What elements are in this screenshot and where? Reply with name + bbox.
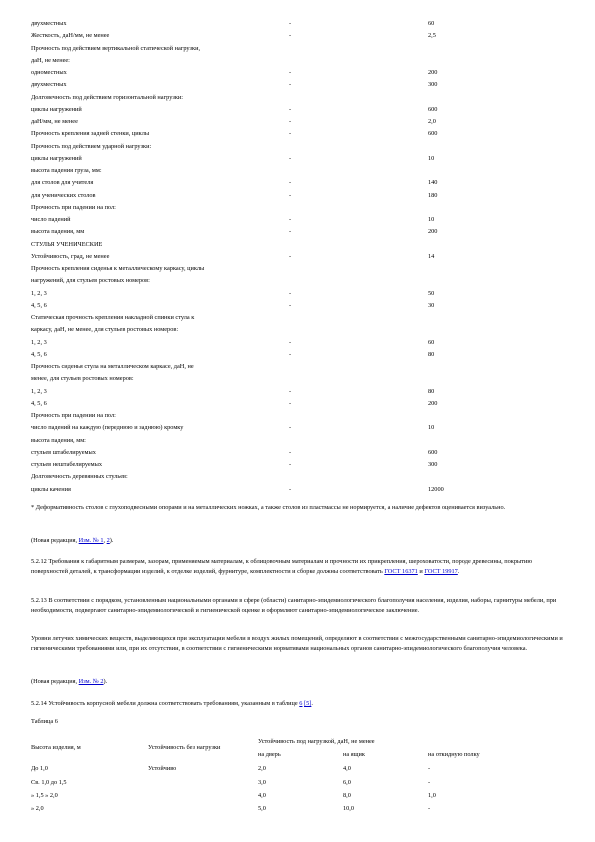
spec-name: Статическая прочность крепления накладной спинки стула к bbox=[31, 314, 195, 321]
footnote: * Деформативность столов с глухоподвесными опорами и на металлических ножках, а также столов из пластмассы не нормируется, а наличие дефектов оценивается визуально. bbox=[31, 504, 506, 511]
edition-note-1 bbox=[31, 536, 566, 546]
spec-dash: - bbox=[289, 228, 292, 236]
spec-name: Жесткость, даН/мм, не менее bbox=[31, 32, 110, 40]
spec-name: стульев штабелируемых bbox=[31, 448, 96, 456]
spec-value: 180 bbox=[428, 191, 438, 199]
amendment-link-3[interactable]: Изм. № 2 bbox=[78, 678, 104, 685]
spec-name: Прочность сиденья стула на металлическом каркасе, даН, не bbox=[31, 363, 194, 370]
edition-note-close: ). bbox=[109, 537, 114, 544]
spec-value: 10 bbox=[428, 154, 435, 162]
header-no-load: Устойчивость без нагрузки bbox=[148, 744, 221, 751]
cell-drawer: 4,0 bbox=[343, 765, 351, 772]
spec-name: Долговечность под действием горизонтальной нагрузки: bbox=[31, 93, 184, 101]
spec-dash: - bbox=[289, 301, 292, 309]
paragraph-5-2-14-text: 5.2.14 Устойчивость корпусной мебели должна соответствовать требованиям, указанным в таблице bbox=[31, 700, 300, 707]
paragraph-5-2-12-and: и bbox=[417, 567, 425, 575]
spec-value: 2,0 bbox=[428, 118, 436, 125]
paragraph-5-2-12-text: 5.2.12 Требования к габаритным размерам, зазорам, применяемым материалам, к облицовочным материалам и прочности их прикрепления, шероховатости, породе древесины, покрытию поверхностей деталей, к трансформации изделий, к отделке изделий, фурнитуре, комплектности и сборке должны соответствовать bbox=[31, 558, 533, 575]
spec-value: 12000 bbox=[428, 485, 444, 493]
cell-no-load: Устойчиво bbox=[148, 765, 177, 772]
spec-value: 300 bbox=[428, 81, 438, 89]
spec-name: число падений bbox=[31, 216, 71, 223]
spec-name: Долговечность деревянных стульев: bbox=[31, 473, 128, 481]
cell-shelf: 1,0 bbox=[428, 792, 436, 799]
header-shelf: на откидную полку bbox=[428, 751, 480, 758]
paragraph-5-2-14-end: . bbox=[311, 700, 313, 707]
spec-name: 4, 5, 6 bbox=[31, 350, 47, 358]
edition-note-sep: , bbox=[103, 537, 107, 544]
spec-dash: - bbox=[289, 399, 292, 407]
paragraph-5-2-12-end: . bbox=[457, 567, 460, 575]
edition-note-2 bbox=[31, 677, 566, 687]
cell-height: » 1,5 » 2,0 bbox=[31, 792, 58, 799]
cell-door: 3,0 bbox=[258, 779, 266, 786]
spec-value: 10 bbox=[428, 216, 435, 223]
reference-5-link[interactable]: [5] bbox=[304, 700, 312, 707]
spec-name: 4, 5, 6 bbox=[31, 301, 47, 309]
spec-name: 1, 2, 3 bbox=[31, 387, 47, 395]
spec-value: 600 bbox=[428, 105, 438, 113]
cell-height: Св. 1,0 до 1,5 bbox=[31, 779, 67, 786]
spec-dash: - bbox=[289, 289, 292, 297]
spec-name: для ученических столов bbox=[31, 191, 96, 199]
spec-dash: - bbox=[289, 448, 292, 456]
spec-value: 2,5 bbox=[428, 32, 436, 40]
header-under-load: Устойчивость под нагрузкой, даН, не менее bbox=[258, 738, 375, 745]
spec-name: даН/мм, не менее bbox=[31, 118, 78, 125]
cell-drawer: 8,0 bbox=[343, 792, 351, 799]
spec-dash: - bbox=[289, 130, 292, 138]
spec-value: 80 bbox=[428, 350, 435, 358]
spec-name: СТУЛЬЯ УЧЕНИЧЕСКИЕ bbox=[31, 240, 103, 248]
spec-name: высота падения груза, мм: bbox=[31, 167, 102, 174]
spec-name: число падений на каждую (переднюю и заднюю) кромку bbox=[31, 424, 184, 432]
paragraph-5-2-13: 5.2.13 В соответствии с порядком, установленным национальными органами в сфере (области) санитарно-эпидемиологического благополучия населения, изделия, наборы, гарнитуры мебели, при необходимости, подвергают санитарно-эпидемиологической и гигиенической оценке и оформляют санитарно-эпидемиологическое заключение. bbox=[31, 597, 557, 614]
spec-value: 14 bbox=[428, 252, 435, 260]
spec-dash: - bbox=[289, 191, 292, 199]
edition-note-close: ). bbox=[103, 678, 108, 685]
spec-name: 1, 2, 3 bbox=[31, 289, 47, 297]
table-6-link[interactable]: 6 bbox=[299, 700, 303, 707]
header-drawer: на ящик bbox=[343, 751, 365, 758]
edition-note-open: (Новая редакция, bbox=[31, 678, 79, 685]
spec-name: Прочность крепления сиденья к металлическому каркасу, циклы bbox=[31, 265, 205, 272]
spec-dash: - bbox=[289, 154, 292, 162]
spec-dash: - bbox=[289, 105, 292, 113]
amendment-link-1[interactable]: Изм. № 1 bbox=[78, 537, 104, 544]
spec-name: Прочность крепления задней стенки, циклы bbox=[31, 130, 150, 138]
paragraph-5-2-14 bbox=[31, 699, 566, 709]
cell-height: До 1,0 bbox=[31, 765, 48, 772]
spec-value: 30 bbox=[428, 301, 435, 309]
spec-value: 60 bbox=[428, 20, 435, 27]
cell-door: 4,0 bbox=[258, 792, 266, 799]
spec-value: 50 bbox=[428, 289, 435, 297]
spec-name: Прочность при падении на пол: bbox=[31, 203, 116, 211]
paragraph-chemical-levels: Уровни летучих химических веществ, выделяющихся при эксплуатации мебели в воздух жилых помещений, определяют в соответствии с межгосударственными санитарно-эпидемиологическими и гигиеническими требованиями или, при их отсутствии, в соответствии с гигиеническими нормативами национальных органов санитарно-эпидемиологического благополучия человека. bbox=[31, 635, 563, 652]
spec-dash: - bbox=[289, 424, 292, 432]
spec-name: даН, не менее: bbox=[31, 56, 70, 64]
spec-name: Прочность под действием ударной нагрузки: bbox=[31, 142, 152, 150]
spec-value: 300 bbox=[428, 461, 438, 468]
spec-dash: - bbox=[289, 81, 292, 89]
spec-name: Прочность под действием вертикальной статической нагрузки, bbox=[31, 44, 201, 52]
spec-name: Прочность при падении на пол: bbox=[31, 412, 116, 419]
spec-dash: - bbox=[289, 338, 292, 346]
spec-dash: - bbox=[289, 179, 292, 187]
cell-door: 2,0 bbox=[258, 765, 266, 772]
spec-name: 4, 5, 6 bbox=[31, 399, 47, 407]
spec-name: двухместных bbox=[31, 20, 67, 27]
spec-dash: - bbox=[289, 118, 292, 125]
edition-note-open: (Новая редакция, bbox=[31, 537, 79, 544]
header-door: на дверь bbox=[258, 751, 281, 758]
spec-dash: - bbox=[289, 387, 292, 395]
cell-height: » 2,0 bbox=[31, 805, 44, 812]
spec-dash: - bbox=[289, 216, 292, 223]
cell-shelf: - bbox=[428, 779, 431, 786]
spec-value: 200 bbox=[428, 399, 438, 407]
spec-value: 140 bbox=[428, 179, 438, 187]
cell-door: 5,0 bbox=[258, 805, 266, 812]
amendment-link-2[interactable]: 2 bbox=[106, 537, 110, 544]
spec-name: циклы качения bbox=[31, 485, 71, 493]
spec-name: высота падения, мм: bbox=[31, 436, 86, 444]
spec-dash: - bbox=[289, 485, 292, 493]
spec-value: 80 bbox=[428, 387, 435, 395]
spec-dash: - bbox=[289, 461, 292, 468]
spec-name: двухместных bbox=[31, 81, 67, 89]
spec-name: для столов для учителя bbox=[31, 179, 94, 187]
spec-name: Устойчивость, град, не менее bbox=[31, 252, 110, 260]
gost-19917-link[interactable]: ГОСТ 19917 bbox=[424, 567, 458, 575]
spec-name: циклы нагружений bbox=[31, 154, 82, 162]
spec-dash: - bbox=[289, 20, 292, 27]
spec-dash: - bbox=[289, 69, 292, 76]
cell-shelf: - bbox=[428, 805, 431, 812]
spec-dash: - bbox=[289, 252, 292, 260]
cell-drawer: 6,0 bbox=[343, 779, 351, 786]
spec-value: 600 bbox=[428, 130, 438, 138]
spec-value: 60 bbox=[428, 338, 435, 346]
spec-value: 10 bbox=[428, 424, 435, 432]
spec-value: 600 bbox=[428, 448, 438, 456]
cell-drawer: 10,0 bbox=[343, 805, 355, 812]
spec-name: менее, для стульев ростовых номеров: bbox=[31, 375, 134, 383]
spec-name: одноместных bbox=[31, 69, 67, 76]
spec-name: циклы нагружений bbox=[31, 105, 82, 113]
spec-name: стульев нештабелируемых bbox=[31, 461, 103, 468]
spec-name: 1, 2, 3 bbox=[31, 338, 47, 346]
header-height: Высота изделия, м bbox=[31, 744, 81, 751]
spec-value: 200 bbox=[428, 228, 438, 236]
spec-dash: - bbox=[289, 350, 292, 358]
spec-name: нагружений, для стульев ростовых номеров: bbox=[31, 277, 150, 285]
cell-shelf: - bbox=[428, 765, 431, 772]
spec-name: каркасу, даН, не менее, для стульев ростовых номеров: bbox=[31, 326, 179, 334]
gost-16371-link[interactable]: ГОСТ 16371 bbox=[384, 567, 418, 575]
spec-name: высота падения, мм bbox=[31, 228, 85, 236]
table-6-caption: Таблица 6 bbox=[31, 718, 58, 725]
spec-dash: - bbox=[289, 32, 292, 40]
paragraph-5-2-12 bbox=[31, 557, 566, 576]
spec-value: 200 bbox=[428, 69, 438, 76]
